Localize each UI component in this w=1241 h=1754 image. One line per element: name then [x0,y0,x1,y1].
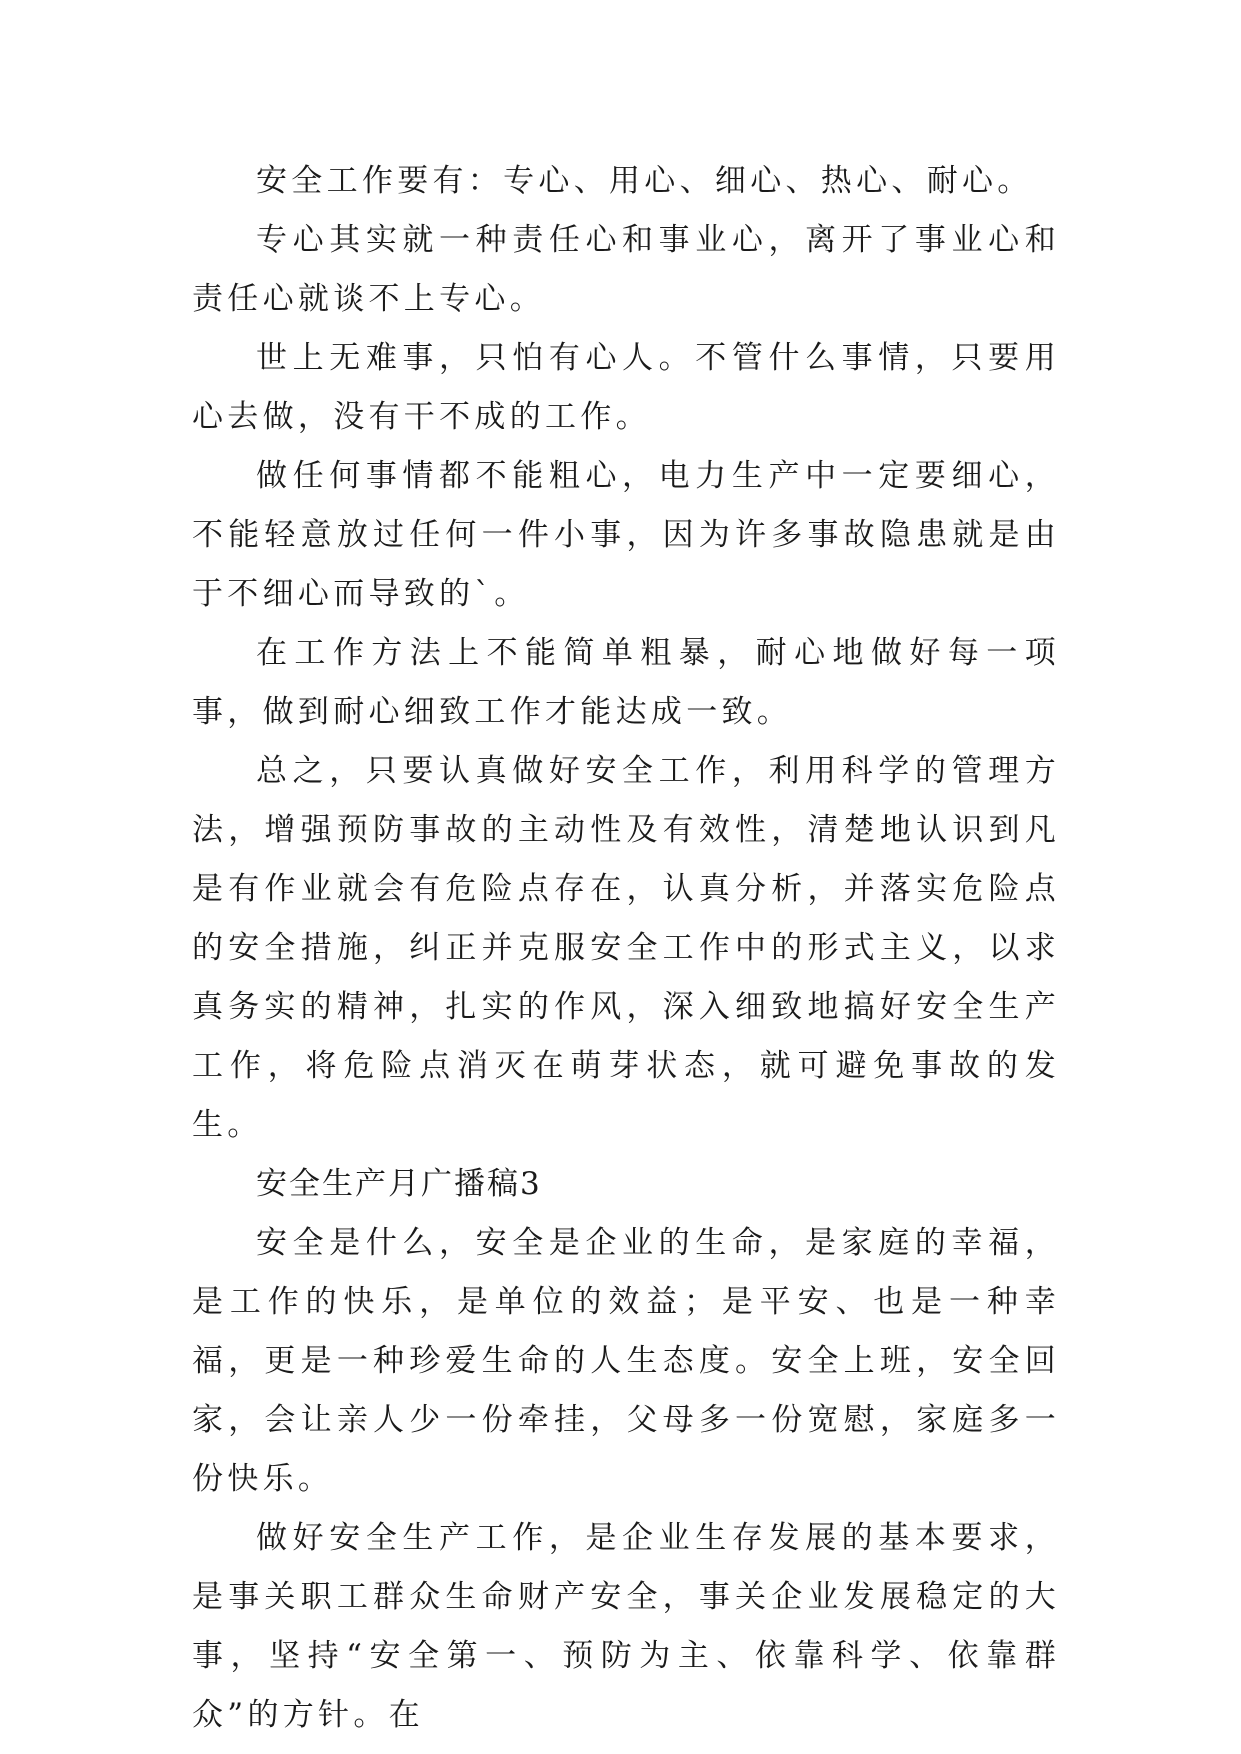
paragraph: 世上无难事，只怕有心人。不管什么事情，只要用心去做，没有干不成的工作。 [192,340,1060,435]
document-body [192,152,1060,1745]
paragraph: 总之，只要认真做好安全工作，利用科学的管理方法，增强预防事故的主动性及有效性，清楚地认识到凡是有作业就会有危险点存在，认真分析，并落实危险点的安全措施，纠正并克服安全工作中的形式主义，以求真务实的精神，扎实的作风，深入细致地搞好安全生产工作，将危险点消灭在萌芽状态，就可避免事故的发生。 [192,753,1060,1143]
paragraph: 做好安全生产工作，是企业生存发展的基本要求，是事关职工群众生命财产安全，事关企业发展稳定的大事，坚持“安全第一、预防为主、依靠科学、依靠群众”的方针。在 [192,1520,1060,1733]
paragraph: 安全是什么，安全是企业的生命，是家庭的幸福，是工作的快乐，是单位的效益；是平安、也是一种幸福，更是一种珍爱生命的人生态度。安全上班，安全回家，会让亲人少一份牵挂，父母多一份宽慰，家庭多一份快乐。 [192,1225,1060,1497]
paragraph: 做任何事情都不能粗心，电力生产中一定要细心，不能轻意放过任何一件小事，因为许多事故隐患就是由于不细心而导致的`。 [192,458,1060,612]
section-heading: 安全生产月广播稿3 [256,1166,542,1202]
paragraph: 专心其实就一种责任心和事业心，离开了事业心和责任心就谈不上专心。 [192,222,1060,317]
paragraph: 在工作方法上不能简单粗暴，耐心地做好每一项事，做到耐心细致工作才能达成一致。 [192,635,1060,730]
paragraph: 安全工作要有：专心、用心、细心、热心、耐心。 [256,163,1033,199]
